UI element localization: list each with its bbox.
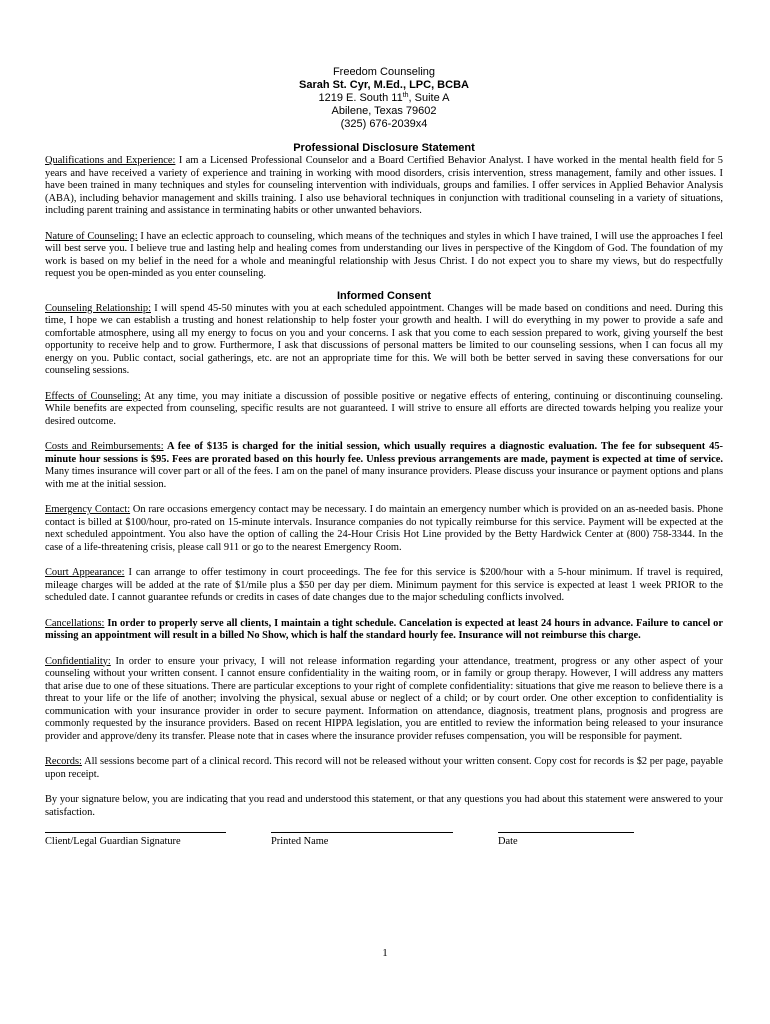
section-heading: Nature of Counseling:	[45, 230, 138, 242]
page-number: 1	[382, 947, 388, 959]
section-text: On rare occasions emergency contact may be necessary. I do maintain an emergency number which is provided on an as-needed basis. Phone contact is billed at $100/hour, pro-rated on 15-minute intervals. Insurance companies do not typically reimburse for this service. Payment will be expected at the next scheduled appointment. You also have the option of calling the 24-Hour Crisis Hot Line provided by the Betty Hardwick Center at (800) 758-3344. In the case of a life-threatening crisis, please call 911 or go to the nearest Emergency Room.	[45, 504, 723, 553]
section-heading: Confidentiality:	[45, 655, 111, 667]
address-line-1	[45, 92, 723, 105]
section-text: In order to ensure your privacy, I will not release information regarding your attendance, treatment, progress or any other aspect of your counseling without your written consent. I cannot ensure confidentiality in the waiting room, or in family or group therapy. However, I will address any matters that arise due to one of these situations. There are particular exceptions to your right of complete confidentiality: situations that give me reason to believe there is a threat to your life or the life of another; involving the physical, sexual abuse or neglect of a child; or by court order. One other exception to confidentiality is communication with your insurance provider in order to secure payment. Information on attendance, diagnosis, treatment plans, prognosis and progress are commonly requested by the insurance providers. Based on recent HIPPA legislation, you are entitled to review the information being released to your insurance provider and approve/deny its transfer. Please note that in cases where the insurance provider refuses compensation, you will be responsible for payment.	[45, 655, 723, 742]
court-paragraph	[45, 567, 723, 605]
section-heading: Records:	[45, 756, 82, 767]
section-heading: Emergency Contact:	[45, 504, 131, 515]
printed-name-label: Printed Name	[271, 836, 329, 847]
address-line-2: Abilene, Texas 79602	[331, 105, 437, 117]
section-bold-text: In order to properly serve all clients, I maintain a tight schedule. Cancelation is expected at least 24 hours in advance. Failure to cancel or missing an appointment will result in a billed No Show, which is half the standard hourly fee. Insurance will not reimburse this charge.	[45, 617, 723, 641]
section-heading: Qualifications and Experience:	[45, 155, 176, 166]
organization-name: Freedom Counseling	[332, 66, 436, 78]
qualifications-paragraph	[45, 155, 723, 218]
section-text: I am a Licensed Professional Counselor and a Board Certified Behavior Analyst. I have worked in the mental health field for 5 years and have received a variety of experience and training in working with mood disorders, crisis intervention, stress management, family and other issues. I have been trained in many techniques and styles for counseling intervention with individuals, groups and families. I offer services in Applied Behavior Analysis (ABA), including behavior management and skills training. I also use behavioral techniques in conjunction with traditional counseling in a variety of situations, including parent training and assistance in terminating habits or other unwanted behaviors.	[45, 155, 723, 216]
informed-consent-title: Informed Consent	[336, 289, 432, 302]
signature-line	[271, 832, 453, 833]
nature-paragraph	[45, 231, 723, 281]
counselor-name: Sarah St. Cyr, M.Ed., LPC, BCBA	[299, 79, 469, 91]
client-signature-field[interactable]	[45, 832, 226, 848]
costs-paragraph	[45, 441, 723, 491]
document-page	[45, 66, 723, 872]
address-street: 1219 E. South 11	[318, 92, 403, 104]
address-suite: , Suite A	[408, 92, 450, 104]
date-field[interactable]	[498, 832, 634, 848]
section-heading: Costs and Reimbursements:	[45, 441, 164, 452]
signature-line	[498, 832, 634, 833]
records-paragraph	[45, 756, 723, 781]
section-heading: Effects of Counseling:	[45, 390, 141, 402]
date-label: Date	[498, 836, 518, 847]
section-text: Many times insurance will cover part or all of the fees. I am on the panel of many insurance providers. Please discuss your insurance or payment options and plans with me at the initial session.	[45, 466, 723, 490]
printed-name-field[interactable]	[271, 832, 453, 848]
signature-note-paragraph	[45, 794, 723, 819]
relationship-paragraph	[45, 303, 723, 378]
address-ordinal: th	[402, 92, 409, 99]
emergency-paragraph	[45, 504, 723, 554]
section-text: At any time, you may initiate a discussion of possible positive or negative effects of entering, continuing or discontinuing counseling. While benefits are expected from counseling, specific results are not guaranteed. I will strive to ensure all efforts are directed towards helping you realize your desired outcome.	[45, 390, 724, 427]
client-signature-label: Client/Legal Guardian Signature	[45, 836, 181, 847]
letterhead	[45, 66, 723, 131]
section-bold-text: A fee of $135 is charged for the initial session, which usually requires a diagnostic evaluation. The fee for subsequent 45-minute hour sessions is $95. Fees are prorated based on this hourly fee. Unless previous arrangements are made, payment is expected at time of service.	[45, 441, 723, 465]
section-text: By your signature below, you are indicating that you read and understood this statement, or that any questions you had about this statement were answered to your satisfaction.	[45, 794, 723, 818]
section-heading: Cancellations:	[45, 617, 105, 629]
section-text: I have an eclectic approach to counseling, which means of the techniques and styles in which I have trained, I will use the approaches I feel will best serve you. I believe true and lasting help and healing comes from understanding our lives in perspective of the Kingdom of God. The foundation of my work is based on my belief in the need for a whole and meaningful relationship with Jesus Christ. I do not expect you to share my views, but do respectfully request you be open-minded as you enter counseling.	[45, 230, 723, 279]
section-text: I will spend 45-50 minutes with you at each scheduled appointment. Changes will be made based on conditions and need. During this time, I hope we can establish a trusting and honest relationship to help foster your growth and health. I will do everything in my power to provide a safe and comfortable atmosphere, using all my energy to focus on you and your concerns. I ask that you come to each session prepared to work, giving yourself the best opportunity to receive help and to grow. Furthermore, I ask that discussions of personal matters be limited to our counseling sessions, when I can focus all my energy on you. Public contact, social gatherings, etc. are not an appropriate time for this. We will both be better served in saving these conversations for our counseling sessions.	[45, 302, 723, 376]
effects-paragraph	[45, 391, 723, 429]
phone-number: (325) 676-2039x4	[340, 118, 428, 130]
section-heading: Counseling Relationship:	[45, 302, 151, 314]
cancellations-paragraph	[45, 618, 723, 643]
section-heading: Court Appearance:	[45, 567, 125, 578]
signature-line	[45, 832, 226, 833]
document-title: Professional Disclosure Statement	[293, 142, 475, 154]
section-text: All sessions become part of a clinical record. This record will not be released without your written consent. Copy cost for records is $2 per page, payable upon receipt.	[45, 756, 723, 780]
signature-block	[45, 832, 723, 872]
confidentiality-paragraph	[45, 656, 723, 744]
section-text: I can arrange to offer testimony in court proceedings. The fee for this service is $200/hour with a 5-hour minimum. If travel is required, mileage charges will be added at the rate of $1/mile plus a $50 per day per diem. Minimum payment for this service is expected at least 1 week PRIOR to the scheduled date. I cannot guarantee refunds or credits in cases of date changes due to the major scheduling conflicts involved.	[45, 567, 723, 603]
